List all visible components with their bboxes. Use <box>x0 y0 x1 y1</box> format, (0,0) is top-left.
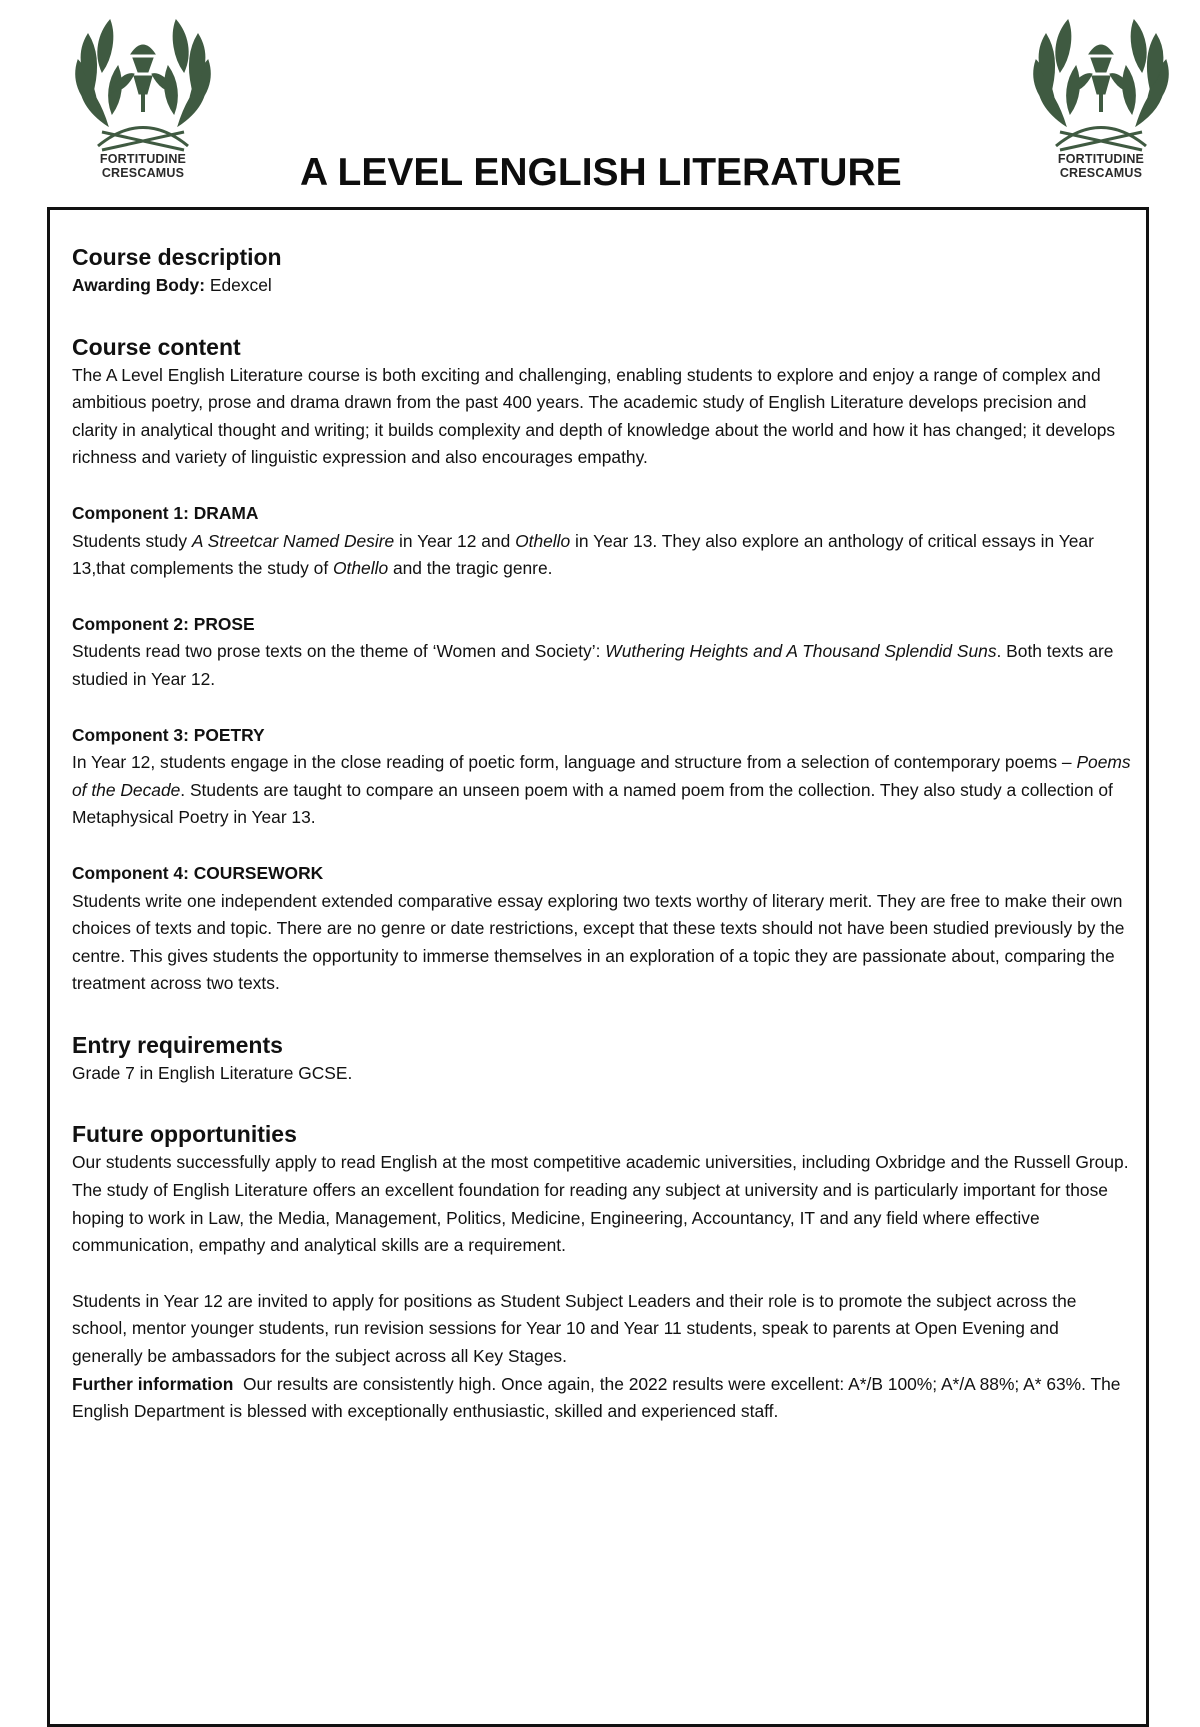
future-opportunities-paragraph-1: Our students successfully apply to read English at the most competitive academic universities, including Oxbridge and the Russell Group. The study of English Literature offers an excellent foundation for reading any subject at university and is particularly important for those hoping to work in Law, the Media, Management, Politics, Medicine, Engineering, Accountancy, IT and any field where effective communication, empathy and analytical skills are a requirement. <box>72 1152 1129 1256</box>
component-1-title-italic: Othello <box>333 558 389 579</box>
component-1-text-part: and the tragic genre. <box>388 558 553 579</box>
crest-motto <box>68 152 218 180</box>
content-box <box>47 207 1149 1727</box>
further-information-label: Further information <box>72 1373 234 1394</box>
component-3-text <box>72 749 1134 832</box>
component-2-text-part: Students read two prose texts on the theme of ‘Women and Society’: <box>72 641 606 662</box>
component-1-text-part: in Year 13. They also explore an anthology of critical essays in Year 13,that complements the study of <box>72 530 1094 579</box>
awarding-body <box>72 272 1134 300</box>
component-2-title-italic: Wuthering Heights and A Thousand Splendid Suns <box>605 641 997 662</box>
school-crest-right <box>1026 14 1176 189</box>
oak-leaves-acorn-crest-icon <box>1026 14 1176 154</box>
course-content-heading: Course content <box>72 333 241 360</box>
component-3-text-part: In Year 12, students engage in the close reading of poetic form, language and structure from a selection of contemporary poems – <box>72 752 1077 773</box>
course-description-heading: Course description <box>72 244 282 270</box>
component-4-heading: Component 4: COURSEWORK <box>72 862 324 883</box>
awarding-body-label: Awarding Body: <box>72 275 206 295</box>
component-3-text-part: . Students are taught to compare an unseen poem with a named poem from the collection. They also study a collection of Metaphysical Poetry in Year 13. <box>72 779 1113 828</box>
component-2-text-part: . Both texts are studied in Year 12. <box>72 641 1114 689</box>
crest-motto-line2: CRESCAMUS <box>1059 166 1143 180</box>
further-information <box>72 1371 1134 1426</box>
component-1-text-part: in Year 12 and <box>394 530 516 551</box>
component-1-heading: Component 1: DRAMA <box>72 502 259 523</box>
crest-motto-line2: CRESCAMUS <box>101 166 185 180</box>
oak-leaves-acorn-crest-icon <box>68 14 218 154</box>
school-crest-left <box>68 14 218 189</box>
component-3-title-italic: Poems of the Decade <box>72 752 1131 800</box>
entry-requirements-text: Grade 7 in English Literature GCSE. <box>72 1062 353 1083</box>
component-2-heading: Component 2: PROSE <box>72 613 255 634</box>
awarding-body-value: Edexcel <box>209 275 272 295</box>
further-information-text: Our results are consistently high. Once again, the 2022 results were excellent: A*/B 100%; A*/A 88%; A* 63%. The English Department is blessed with exceptionally enthusiastic, skilled and experienced staff. <box>72 1373 1126 1422</box>
entry-requirements-heading: Entry requirements <box>72 1031 283 1058</box>
component-3-heading: Component 3: POETRY <box>72 724 265 745</box>
component-1-text-part: Students study <box>72 530 192 551</box>
future-opportunities-paragraph-2: Students in Year 12 are invited to apply for positions as Student Subject Leaders and their role is to promote the subject across the school, mentor younger students, run revision sessions for Year 10 and Year 11 students, speak to parents at Open Evening and generally be ambassadors for the subject across all Key Stages. <box>72 1290 1077 1367</box>
page-title: A LEVEL ENGLISH LITERATURE <box>300 151 902 194</box>
course-content-intro: The A Level English Literature course is both exciting and challenging, enabling students to explore and enjoy a range of complex and ambitious poetry, prose and drama drawn from the past 400 years. The academic study of English Literature develops precision and clarity in analytical thought and writing; it builds complexity and depth of knowledge about the world and how it has changed; it develops richness and variety of linguistic expression and also encourages empathy. <box>72 364 1116 468</box>
crest-motto <box>1026 152 1176 180</box>
crest-motto-line1: FORTITUDINE <box>1057 152 1145 166</box>
component-1-title-italic: A Streetcar Named Desire <box>191 530 395 551</box>
crest-motto-line1: FORTITUDINE <box>99 152 187 166</box>
component-1-text <box>72 528 1134 583</box>
content-body <box>72 242 1134 1426</box>
future-opportunities-heading: Future opportunities <box>72 1121 297 1148</box>
component-2-text <box>72 638 1134 693</box>
component-1-title-italic: Othello <box>515 530 571 551</box>
component-4-text: Students write one independent extended comparative essay exploring two texts worthy of literary merit. They are free to make their own choices of texts and topic. There are no genre or date restrictions, except that these texts should not have been studied previously by the centre. This gives students the opportunity to immerse themselves in an exploration of a topic they are passionate about, comparing the treatment across two texts. <box>72 890 1125 994</box>
